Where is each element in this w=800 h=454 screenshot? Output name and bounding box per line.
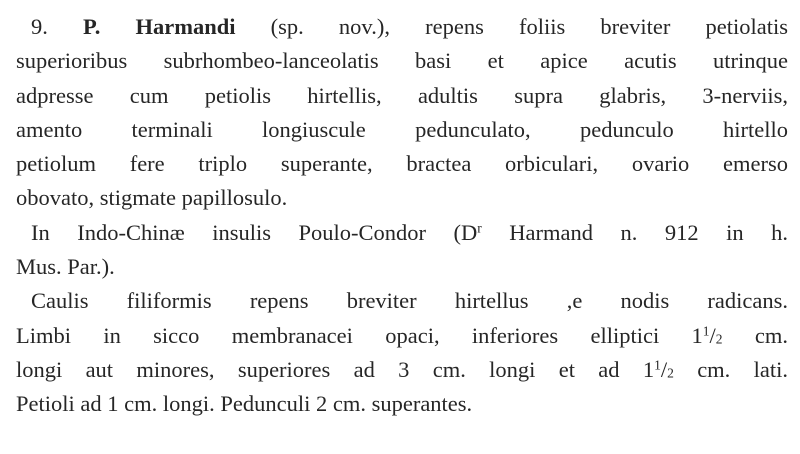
text-fragment: In Indo-Chinæ insulis Poulo-Condor (D [31, 219, 478, 245]
text-fragment: longi aut minores, superiores ad 3 cm. longi et ad 1 [16, 356, 655, 382]
fraction-slash: / [709, 322, 716, 348]
text-line: superioribus subrhombeo-lanceolatis basi et apice acutis utrinque [16, 48, 788, 74]
text-line: amento terminali longiuscule pedunculato, pedunculo hirtello [16, 116, 788, 142]
species-diagnosis [16, 10, 788, 216]
text-line: Petioli ad 1 cm. longi. Pedunculi 2 cm. superantes. [16, 391, 473, 417]
document-page [16, 10, 788, 422]
description-paragraph [16, 284, 788, 421]
fraction-denominator: 2 [715, 331, 723, 347]
species-name: P. Harmandi [83, 14, 236, 39]
text-line: Caulis filiformis repens breviter hirtellus ,e nodis radicans. [31, 288, 788, 314]
fraction-denominator: 2 [667, 365, 674, 381]
species-number: 9. [31, 14, 48, 39]
text-line: Mus. Par.). [16, 254, 115, 280]
superscript: r [477, 220, 482, 236]
locality-paragraph [16, 216, 788, 285]
text-fragment: Limbi in sicco membranacei opaci, inferiores elliptici 1 [16, 322, 703, 348]
fraction-numerator: 1 [702, 323, 710, 339]
text-fragment: cm. [722, 322, 788, 348]
fraction-slash: / [660, 356, 668, 382]
text-line: adpresse cum petiolis hirtellis, adultis supra glabris, 3-nerviis, [16, 82, 788, 108]
text-line [16, 10, 788, 44]
text-fragment: cm. lati. [673, 356, 788, 382]
text-fragment: (sp. nov.), repens foliis breviter petiolatis [270, 14, 789, 39]
text-line [16, 216, 788, 250]
text-line: petiolum fere triplo superante, bractea orbiculari, ovario emerso [16, 151, 788, 177]
text-fragment: Harmand n. 912 in h. [481, 219, 788, 245]
fraction-numerator: 1 [654, 357, 661, 373]
text-line [16, 353, 788, 387]
text-line: obovato, stigmate papillosulo. [16, 185, 288, 211]
text-line [16, 319, 788, 353]
